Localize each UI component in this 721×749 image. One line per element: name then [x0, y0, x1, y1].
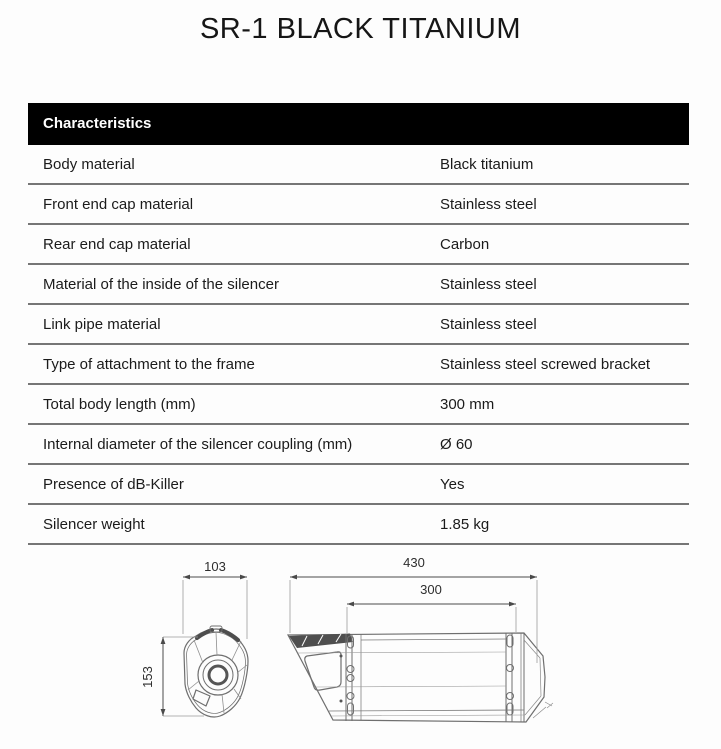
spec-label: Rear end cap material: [43, 235, 191, 253]
table-row: [28, 385, 689, 425]
spec-value: Yes: [440, 475, 465, 493]
outlet-circle-outer: [198, 655, 238, 695]
right-clamp-band: [506, 633, 521, 722]
front-view: [184, 626, 248, 717]
dimension-body-length: 300: [420, 582, 442, 597]
spec-label: Presence of dB-Killer: [43, 475, 184, 493]
endcap-rim-right: [221, 630, 238, 640]
spec-value: Black titanium: [440, 155, 534, 173]
technical-drawing: [0, 550, 721, 749]
spec-value: Stainless steel: [440, 315, 537, 333]
dimension-total-length: 430: [403, 555, 425, 570]
spec-value: Stainless steel screwed bracket: [440, 355, 651, 373]
front-endcap-strip: [289, 634, 353, 649]
spec-label: Silencer weight: [43, 515, 145, 533]
rear-cap: [524, 640, 553, 718]
spec-label: Body material: [43, 155, 135, 173]
dimension-front-width: 103: [204, 559, 226, 574]
spec-value: Stainless steel: [440, 195, 537, 213]
table-header: Characteristics: [28, 103, 689, 145]
side-dimensions: [290, 555, 537, 663]
table-row: [28, 345, 689, 385]
spec-value: 300 mm: [440, 395, 495, 413]
table-row: [28, 505, 689, 545]
bracket-window: [305, 652, 341, 690]
table-row: [28, 465, 689, 505]
spec-value: Carbon: [440, 235, 490, 253]
spec-label: Front end cap material: [43, 195, 194, 213]
table-row: [28, 425, 689, 465]
spec-label: Material of the inside of the silencer: [43, 275, 279, 293]
spec-label: Type of attachment to the frame: [43, 355, 255, 373]
table-row: [28, 225, 689, 265]
side-view: [288, 633, 553, 722]
spec-value: Stainless steel: [440, 275, 537, 293]
characteristics-table: [28, 103, 689, 545]
table-row: [28, 265, 689, 305]
table-row: [28, 185, 689, 225]
spec-label: Total body length (mm): [43, 395, 196, 413]
dimension-front-height: 153: [140, 666, 155, 688]
left-clamp-band: [340, 634, 362, 721]
page-title: SR-1 BLACK TITANIUM: [199, 13, 522, 45]
outlet-circle-inner: [209, 666, 227, 684]
spec-label: Link pipe material: [43, 315, 161, 333]
table-row: [28, 305, 689, 345]
table-row: [28, 145, 689, 185]
spec-label: Internal diameter of the silencer coupling (mm): [43, 435, 353, 453]
spec-value: 1.85 kg: [440, 515, 490, 533]
spec-value: Ø 60: [440, 435, 473, 453]
